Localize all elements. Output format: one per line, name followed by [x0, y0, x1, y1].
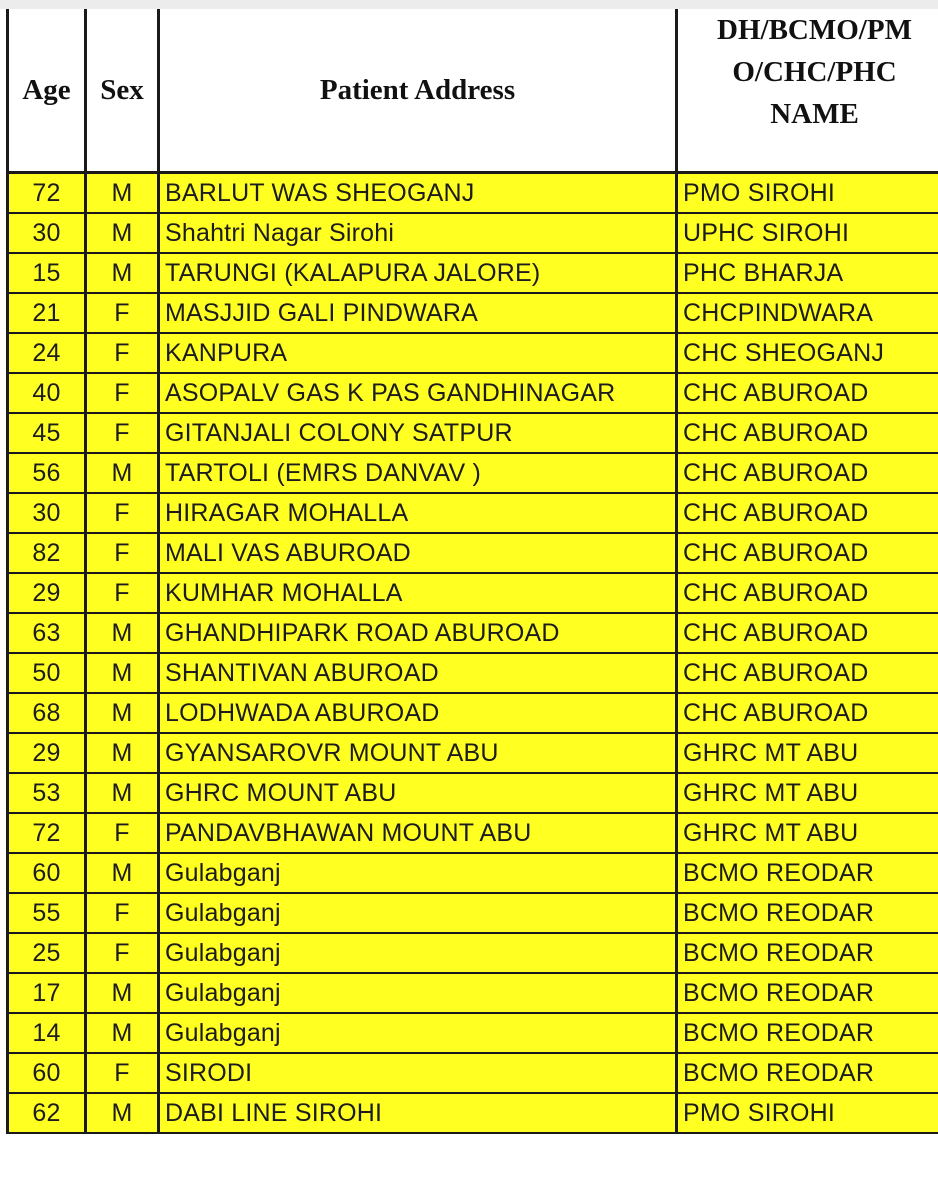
cell-facility-name: PMO SIROHI [677, 173, 938, 214]
table-row [8, 1013, 938, 1053]
cell-patient-address: Gulabganj [159, 933, 677, 973]
cell-patient-address: GYANSAROVR MOUNT ABU [159, 733, 677, 773]
cell-patient-address: GHANDHIPARK ROAD ABUROAD [159, 613, 677, 653]
cell-age: 68 [8, 693, 86, 733]
table-row [8, 773, 938, 813]
cell-patient-address: ASOPALV GAS K PAS GANDHINAGAR [159, 373, 677, 413]
cell-facility-name: GHRC MT ABU [677, 773, 938, 813]
cell-age: 55 [8, 893, 86, 933]
cell-age: 21 [8, 293, 86, 333]
cell-facility-name: CHC ABUROAD [677, 653, 938, 693]
cell-age: 60 [8, 853, 86, 893]
table-row [8, 853, 938, 893]
cell-patient-address: Gulabganj [159, 853, 677, 893]
cell-sex: M [86, 1013, 159, 1053]
cell-patient-address: GHRC MOUNT ABU [159, 773, 677, 813]
cell-sex: F [86, 813, 159, 853]
cell-sex: F [86, 533, 159, 573]
top-edge-band [0, 0, 938, 9]
table-row [8, 893, 938, 933]
table-row [8, 973, 938, 1013]
cell-sex: F [86, 1053, 159, 1093]
cell-facility-name: CHCPINDWARA [677, 293, 938, 333]
table-row [8, 373, 938, 413]
cell-facility-name: BCMO REODAR [677, 933, 938, 973]
cell-sex: M [86, 653, 159, 693]
cell-facility-name: GHRC MT ABU [677, 813, 938, 853]
cell-patient-address: PANDAVBHAWAN MOUNT ABU [159, 813, 677, 853]
cell-sex: F [86, 573, 159, 613]
table-row [8, 693, 938, 733]
cell-patient-address: Shahtri Nagar Sirohi [159, 213, 677, 253]
cell-facility-name: BCMO REODAR [677, 893, 938, 933]
table-row [8, 533, 938, 573]
cell-patient-address: BARLUT WAS SHEOGANJ [159, 173, 677, 214]
cell-facility-name: CHC ABUROAD [677, 533, 938, 573]
cell-patient-address: Gulabganj [159, 973, 677, 1013]
cell-sex: M [86, 453, 159, 493]
cell-patient-address: TARTOLI (EMRS DANVAV ) [159, 453, 677, 493]
cell-patient-address: KUMHAR MOHALLA [159, 573, 677, 613]
cell-patient-address: MASJJID GALI PINDWARA [159, 293, 677, 333]
table-row [8, 733, 938, 773]
cell-sex: F [86, 893, 159, 933]
cell-facility-name: UPHC SIROHI [677, 213, 938, 253]
header-row [8, 9, 938, 173]
cell-patient-address: KANPURA [159, 333, 677, 373]
cell-age: 53 [8, 773, 86, 813]
cell-sex: M [86, 973, 159, 1013]
cell-sex: F [86, 293, 159, 333]
cell-sex: F [86, 373, 159, 413]
table-row [8, 413, 938, 453]
cell-sex: F [86, 413, 159, 453]
header-age: Age [8, 9, 86, 173]
table-row [8, 573, 938, 613]
header-sex: Sex [86, 9, 159, 173]
header-patient-address: Patient Address [159, 9, 677, 173]
cell-age: 14 [8, 1013, 86, 1053]
cell-age: 63 [8, 613, 86, 653]
cell-facility-name: GHRC MT ABU [677, 733, 938, 773]
header-facility-line-3: NAME [770, 98, 859, 130]
cell-patient-address: SIRODI [159, 1053, 677, 1093]
cell-facility-name: BCMO REODAR [677, 1013, 938, 1053]
cell-sex: M [86, 613, 159, 653]
cell-sex: F [86, 493, 159, 533]
cell-facility-name: CHC ABUROAD [677, 413, 938, 453]
cell-sex: M [86, 253, 159, 293]
cell-age: 29 [8, 573, 86, 613]
cell-age: 15 [8, 253, 86, 293]
table-row [8, 253, 938, 293]
cell-patient-address: SHANTIVAN ABUROAD [159, 653, 677, 693]
table-row [8, 813, 938, 853]
cell-age: 25 [8, 933, 86, 973]
cell-age: 29 [8, 733, 86, 773]
cell-patient-address: DABI LINE SIROHI [159, 1093, 677, 1133]
cell-facility-name: CHC ABUROAD [677, 573, 938, 613]
cell-patient-address: MALI VAS ABUROAD [159, 533, 677, 573]
cell-facility-name: BCMO REODAR [677, 1053, 938, 1093]
cell-age: 72 [8, 173, 86, 214]
cell-patient-address: HIRAGAR MOHALLA [159, 493, 677, 533]
table-row [8, 933, 938, 973]
cell-facility-name: CHC ABUROAD [677, 453, 938, 493]
cell-age: 24 [8, 333, 86, 373]
cell-sex: F [86, 333, 159, 373]
cell-facility-name: CHC ABUROAD [677, 613, 938, 653]
cell-facility-name: CHC ABUROAD [677, 693, 938, 733]
cell-sex: F [86, 933, 159, 973]
table-row [8, 173, 938, 214]
header-facility-line-2: O/CHC/PHC [732, 56, 897, 88]
cell-age: 30 [8, 213, 86, 253]
table-row [8, 653, 938, 693]
patient-table [6, 9, 938, 1134]
table-row [8, 1053, 938, 1093]
header-facility-name [677, 9, 938, 173]
cell-sex: M [86, 693, 159, 733]
cell-age: 40 [8, 373, 86, 413]
cell-sex: M [86, 213, 159, 253]
cell-age: 30 [8, 493, 86, 533]
cell-facility-name: PHC BHARJA [677, 253, 938, 293]
cell-age: 56 [8, 453, 86, 493]
table-row [8, 293, 938, 333]
cell-age: 60 [8, 1053, 86, 1093]
table-row [8, 333, 938, 373]
cell-sex: M [86, 773, 159, 813]
table-row [8, 613, 938, 653]
cell-facility-name: BCMO REODAR [677, 853, 938, 893]
cell-facility-name: BCMO REODAR [677, 973, 938, 1013]
cell-age: 45 [8, 413, 86, 453]
cell-sex: M [86, 1093, 159, 1133]
cell-sex: M [86, 173, 159, 214]
cell-facility-name: CHC ABUROAD [677, 493, 938, 533]
cell-age: 62 [8, 1093, 86, 1133]
cell-age: 17 [8, 973, 86, 1013]
cell-patient-address: Gulabganj [159, 893, 677, 933]
header-facility-line-1: DH/BCMO/PM [717, 14, 912, 46]
cell-age: 82 [8, 533, 86, 573]
cell-patient-address: Gulabganj [159, 1013, 677, 1053]
table-row [8, 213, 938, 253]
table-row [8, 493, 938, 533]
cell-facility-name: CHC ABUROAD [677, 373, 938, 413]
cell-facility-name: PMO SIROHI [677, 1093, 938, 1133]
cell-sex: M [86, 733, 159, 773]
cell-facility-name: CHC SHEOGANJ [677, 333, 938, 373]
cell-patient-address: TARUNGI (KALAPURA JALORE) [159, 253, 677, 293]
cell-patient-address: LODHWADA ABUROAD [159, 693, 677, 733]
cell-patient-address: GITANJALI COLONY SATPUR [159, 413, 677, 453]
cell-age: 72 [8, 813, 86, 853]
cell-age: 50 [8, 653, 86, 693]
table-row [8, 1093, 938, 1133]
table-row [8, 453, 938, 493]
cell-sex: M [86, 853, 159, 893]
